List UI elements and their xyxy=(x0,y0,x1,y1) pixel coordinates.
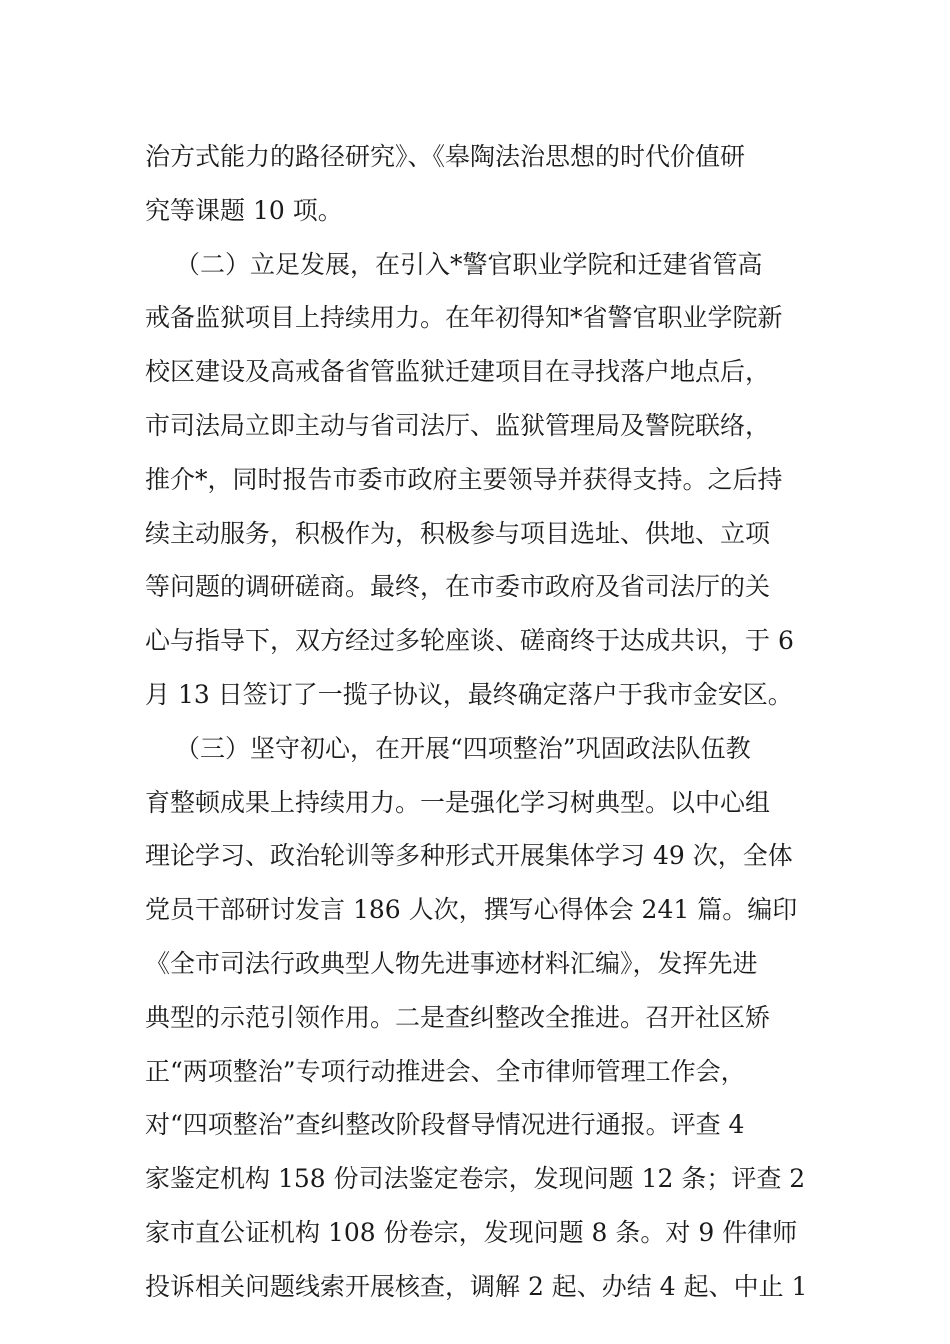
text-line: 续主动服务，积极作为，积极参与项目选址、供地、立项 xyxy=(145,518,771,548)
text-line: 戒备监狱项目上持续用力。在年初得知*省警官职业学院新 xyxy=(145,303,783,333)
text-line: 校区建设及高戒备省管监狱迁建项目在寻找落户地点后， xyxy=(145,357,771,387)
text-line: 家鉴定机构 158 份司法鉴定卷宗，发现问题 12 条；评查 2 xyxy=(145,1164,806,1194)
section-heading-line: （二）立足发展，在引入*警官职业学院和迁建省管高 xyxy=(175,249,763,279)
text-line: 正“两项整治”专项行动推进会、全市律师管理工作会， xyxy=(145,1056,746,1086)
text-line: 理论学习、政治轮训等多种形式开展集体学习 49 次，全体 xyxy=(145,841,793,871)
text-line: 《全市司法行政典型人物先进事迹材料汇编》，发挥先进 xyxy=(145,948,758,978)
text-line: 治方式能力的路径研究》、《皋陶法治思想的时代价值研 xyxy=(145,142,746,171)
text-line: 市司法局立即主动与省司法厅、监狱管理局及警院联络， xyxy=(145,410,771,440)
document-body xyxy=(145,130,810,1314)
text-line: 投诉相关问题线索开展核查，调解 2 起、办结 4 起、中止 1 xyxy=(145,1271,808,1301)
section-heading-line: （三）坚守初心，在开展“四项整治”巩固政法队伍教 xyxy=(175,733,751,763)
text-line: 典型的示范引领作用。二是查纠整改全推进。召开社区矫 xyxy=(145,1002,771,1032)
text-line: 家市直公证机构 108 份卷宗，发现问题 8 条。对 9 件律师 xyxy=(145,1217,798,1247)
text-line: 究等课题 10 项。 xyxy=(145,195,343,225)
text-line: 育整顿成果上持续用力。一是强化学习树典型。以中心组 xyxy=(145,787,771,817)
text-line: 心与指导下，双方经过多轮座谈、磋商终于达成共识，于 6 xyxy=(145,626,794,656)
text-line: 推介*，同时报告市委市政府主要领导并获得支持。之后持 xyxy=(145,464,783,494)
text-line: 等问题的调研磋商。最终，在市委市政府及省司法厅的关 xyxy=(145,572,771,602)
text-line: 对“四项整治”查纠整改阶段督导情况进行通报。评查 4 xyxy=(145,1110,745,1140)
text-line: 月 13 日签订了一揽子协议，最终确定落户于我市金安区。 xyxy=(145,679,793,709)
text-line: 党员干部研讨发言 186 人次，撰写心得体会 241 篇。编印 xyxy=(145,895,798,925)
